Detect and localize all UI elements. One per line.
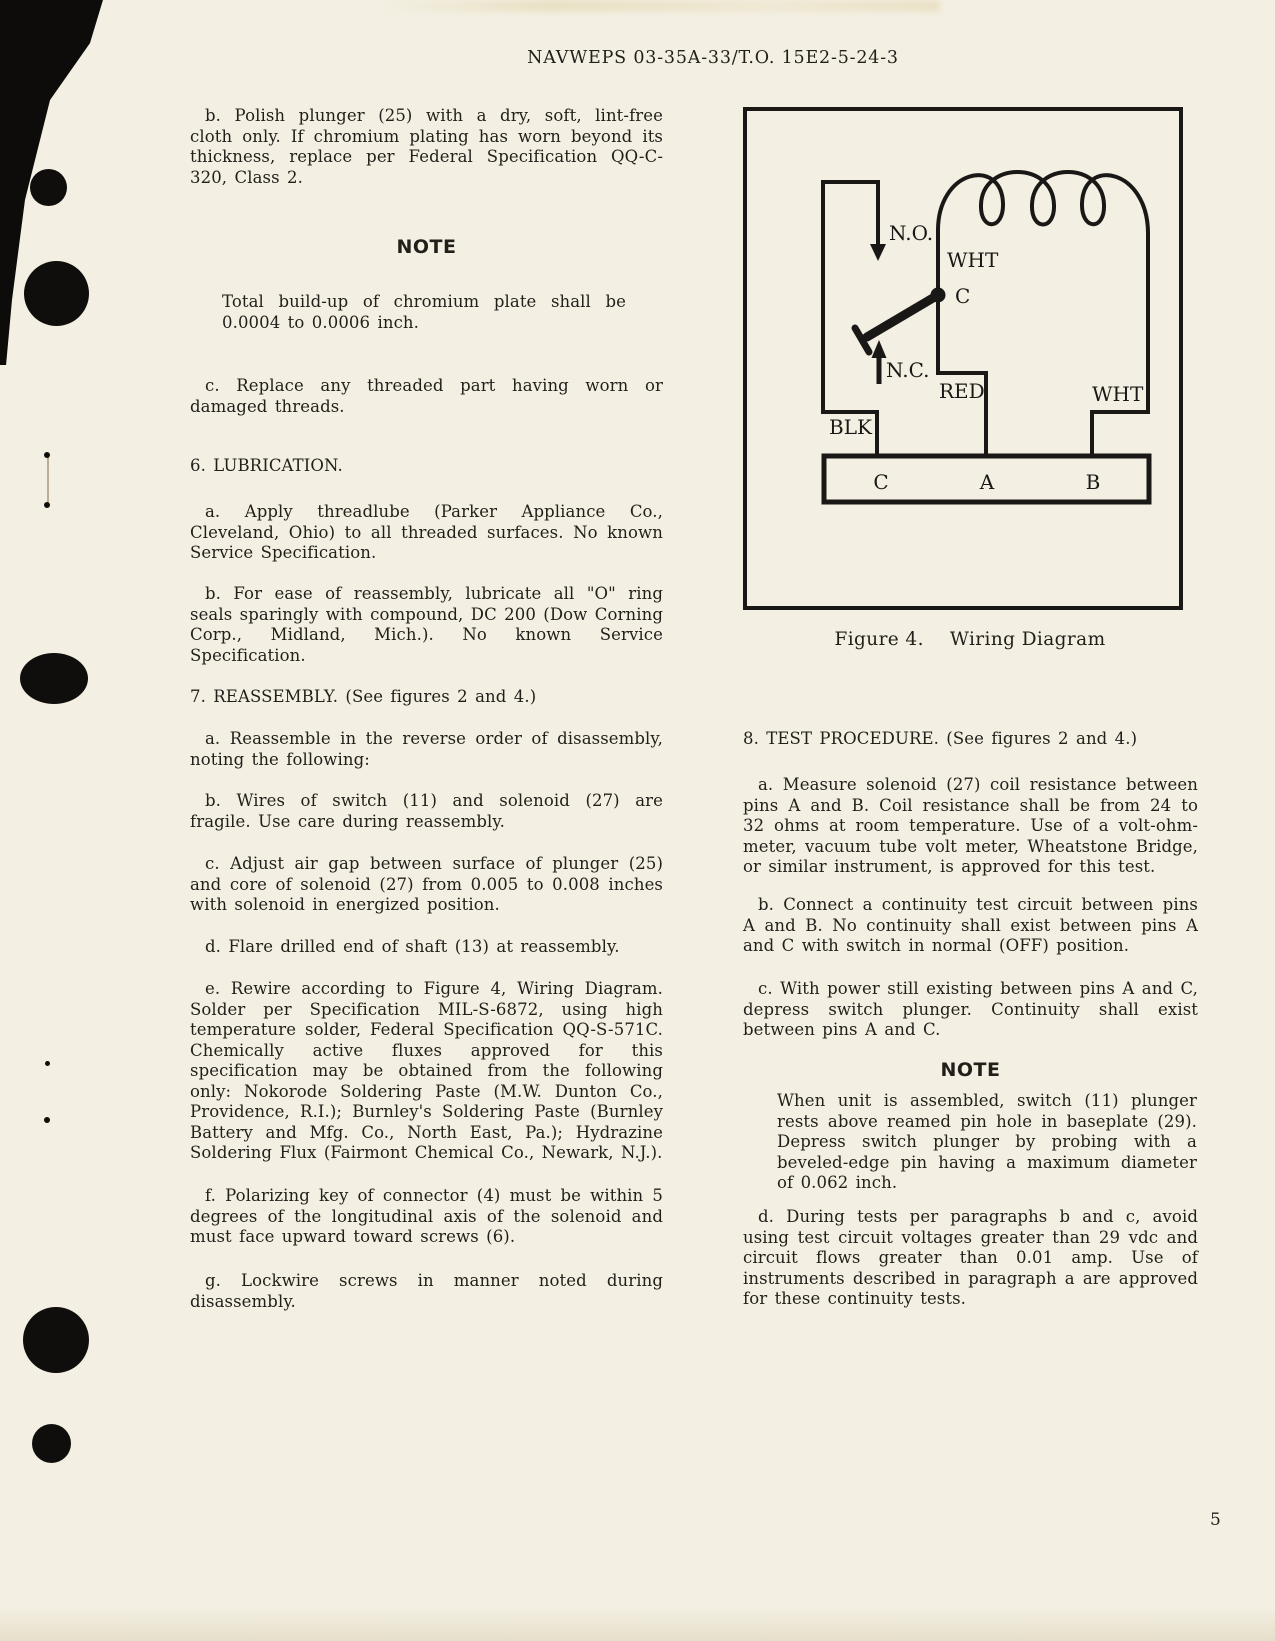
paragraph-6a-threadlube: a. Apply threadlube (Parker Appliance Co., Cleveland, Ohio) to all threaded surfaces. No known Service Specification. <box>190 502 663 562</box>
note-heading: NOTE <box>940 1059 1001 1081</box>
label-pin-a: A <box>979 470 995 494</box>
paragraph-7g-lockwire: g. Lockwire screws in manner noted during disassembly. <box>190 1271 663 1311</box>
paragraph-8c-depress-plunger: c. With power still existing between pins A and C, depress switch plunger. Continuity shall exist between pins A and C. <box>743 979 1198 1039</box>
figure-border <box>745 109 1181 608</box>
paragraph-7f-polarizing-key: f. Polarizing key of connector (4) must be within 5 degrees of the longitudinal axis of the solenoid and must face upward toward screws (6). <box>190 1186 663 1246</box>
label-wire-white-top: WHT <box>947 248 999 272</box>
label-normally-closed: N.C. <box>886 358 930 382</box>
normally-open-arrowhead <box>870 244 886 261</box>
switch-arm <box>867 295 938 337</box>
speck <box>45 1061 50 1066</box>
wiring-diagram-svg <box>743 107 1183 610</box>
speck <box>44 1117 50 1123</box>
paragraph-7c-airgap: c. Adjust air gap between surface of plunger (25) and core of solenoid (27) from 0.005 to 0.008 inches with solenoid in energized position. <box>190 854 663 914</box>
note-text-plunger: When unit is assembled, switch (11) plunger rests above reamed pin hole in baseplate (29). Depress switch plunger by probing with a beveled-edge pin having a maximum diameter of 0.062 inch. <box>777 1091 1197 1192</box>
paragraph-8d-test-voltages: d. During tests per paragraphs b and c, avoid using test circuit voltages greater than 29 vdc and circuit flows greater than 0.01 amp. Use of instruments described in paragraph a are approved for these continuity tests. <box>743 1207 1198 1308</box>
figure-caption-title: Wiring Diagram <box>949 629 1106 650</box>
page-number: 5 <box>1210 1510 1221 1530</box>
paragraph-8a-coil-resistance: a. Measure solenoid (27) coil resistance between pins A and B. Coil resistance shall be from 24 to 32 ohms at room temperature. Use of a volt-ohm-meter, vacuum tube volt meter, Wheatstone Bridge, or similar instrument, is approved for this test. <box>743 775 1198 876</box>
paragraph-8b-continuity: b. Connect a continuity test circuit between pins A and B. No continuity shall exist between pins A and C with switch in normal (OFF) position. <box>743 895 1198 955</box>
paragraph-7d-flare: d. Flare drilled end of shaft (13) at reassembly. <box>205 937 620 956</box>
solenoid-coil <box>938 172 1148 456</box>
label-pin-b: B <box>1085 470 1101 494</box>
staple-mark <box>47 456 49 504</box>
hole-punch <box>23 1307 89 1373</box>
note-text-chromium: Total build-up of chromium plate shall be 0.0004 to 0.0006 inch. <box>222 292 626 332</box>
section-heading-test-procedure: 8. TEST PROCEDURE. (See figures 2 and 4.) <box>743 729 1138 748</box>
wiring-diagram-figure <box>743 107 1183 610</box>
hole-punch <box>32 1424 71 1463</box>
paragraph-b-polish-plunger: b. Polish plunger (25) with a dry, soft, lint-free cloth only. If chromium plating has worn beyond its thickness, replace per Federal Specification QQ-C-320, Class 2. <box>190 106 663 187</box>
label-normally-open: N.O. <box>889 221 934 245</box>
normally-closed-arrowhead <box>872 340 887 358</box>
hole-punch <box>24 261 89 326</box>
speck <box>44 502 50 508</box>
label-wire-white-right: WHT <box>1092 382 1144 406</box>
paragraph-c-replace-threaded: c. Replace any threaded part having worn or damaged threads. <box>190 376 663 416</box>
section-heading-reassembly: 7. REASSEMBLY. (See figures 2 and 4.) <box>190 687 537 706</box>
scan-smudge <box>380 0 940 12</box>
label-common-contact: C <box>955 284 971 308</box>
paragraph-7a-reassemble: a. Reassemble in the reverse order of disassembly, noting the following: <box>190 729 663 769</box>
hole-punch <box>20 653 88 704</box>
note-heading: NOTE <box>396 236 457 258</box>
hole-punch <box>30 169 67 206</box>
section-heading-lubrication: 6. LUBRICATION. <box>190 456 343 475</box>
label-pin-c: C <box>873 470 889 494</box>
label-wire-red: RED <box>939 379 985 403</box>
figure-caption-number: Figure 4. <box>834 629 924 650</box>
paragraph-7b-wires: b. Wires of switch (11) and solenoid (27) are fragile. Use care during reassembly. <box>190 791 663 831</box>
figure-caption <box>743 629 1197 650</box>
paragraph-6b-oring: b. For ease of reassembly, lubricate all "O" ring seals sparingly with compound, DC 200 (Dow Corning Corp., Midland, Mich.). No known Service Specification. <box>190 584 663 665</box>
page-header: NAVWEPS 03-35A-33/T.O. 15E2-5-24-3 <box>527 48 899 68</box>
label-wire-black: BLK <box>829 415 872 439</box>
speck <box>44 452 50 458</box>
paragraph-7e-rewire: e. Rewire according to Figure 4, Wiring Diagram. Solder per Specification MIL-S-6872, using high temperature solder, Federal Specification QQ-S-571C. Chemically active fluxes approved for this specification may be obtained from the following only: Nokorode Soldering Paste (M.W. Dunton Co., Providence, R.I.); Burnley's Soldering Paste (Burnley Battery and Mfg. Co., North East, Pa.); Hydrazine Soldering Flux (Fairmont Chemical Co., Newark, N.J.). <box>190 979 663 1162</box>
